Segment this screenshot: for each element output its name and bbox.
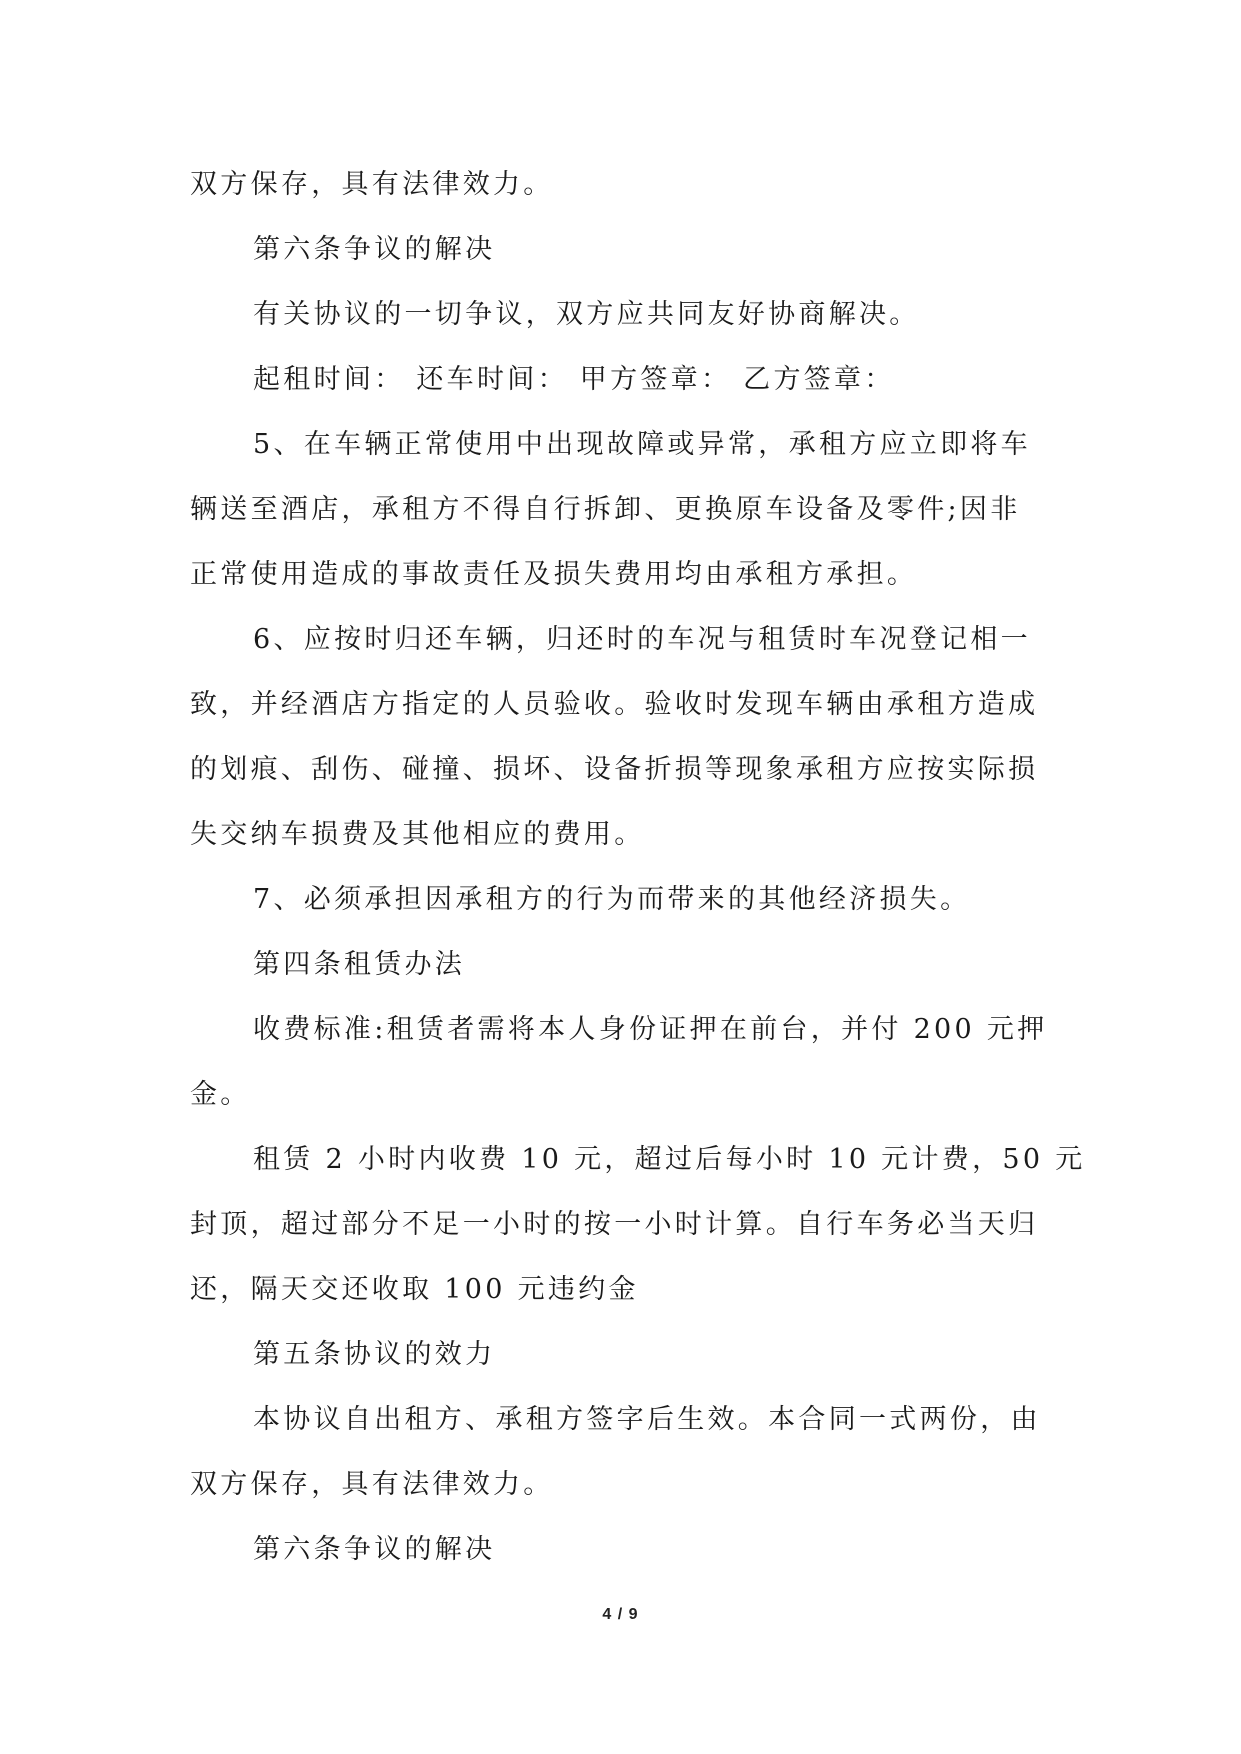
paragraph-line: 还，隔天交还收取 100 元违约金: [190, 1274, 639, 1305]
paragraph-line: 金。: [190, 1079, 251, 1110]
paragraph-line: 7、必须承担因承租方的行为而带来的其他经济损失。: [253, 884, 971, 915]
paragraph-line: 致，并经酒店方指定的人员验收。验收时发现车辆由承租方造成: [190, 689, 1039, 720]
paragraph-line: 本协议自出租方、承租方签字后生效。本合同一式两份，由: [253, 1404, 1041, 1435]
document-body: [190, 152, 1086, 1582]
article-heading: 第四条租赁办法: [253, 949, 466, 980]
page-number: 4 / 9: [602, 1606, 639, 1623]
paragraph-line: 5、在车辆正常使用中出现故障或异常，承租方应立即将车: [253, 429, 1031, 460]
article-heading: 第五条协议的效力: [253, 1339, 496, 1370]
paragraph-line: 双方保存，具有法律效力。: [190, 1469, 554, 1500]
paragraph-line: 6、应按时归还车辆，归还时的车况与租赁时车况登记相一: [253, 624, 1031, 655]
paragraph-line: 租赁 2 小时内收费 10 元，超过后每小时 10 元计费，50 元: [253, 1144, 1086, 1175]
signature-fields-line: 起租时间： 还车时间： 甲方签章： 乙方签章：: [253, 364, 895, 395]
paragraph-line: 的划痕、刮伤、碰撞、损坏、设备折损等现象承租方应按实际损: [190, 754, 1039, 785]
paragraph-line: 收费标准:租赁者需将本人身份证押在前台，并付 200 元押: [253, 1014, 1048, 1045]
paragraph-line: 正常使用造成的事故责任及损失费用均由承租方承担。: [190, 559, 918, 590]
paragraph-line: 失交纳车损费及其他相应的费用。: [190, 819, 645, 850]
paragraph-line: 有关协议的一切争议，双方应共同友好协商解决。: [253, 299, 920, 330]
article-heading: 第六条争议的解决: [253, 1534, 496, 1565]
article-heading: 第六条争议的解决: [253, 234, 496, 265]
paragraph-line: 双方保存，具有法律效力。: [190, 169, 554, 200]
paragraph-line: 封顶，超过部分不足一小时的按一小时计算。自行车务必当天归: [190, 1209, 1039, 1240]
paragraph-line: 辆送至酒店，承租方不得自行拆卸、更换原车设备及零件;因非: [190, 494, 1021, 525]
